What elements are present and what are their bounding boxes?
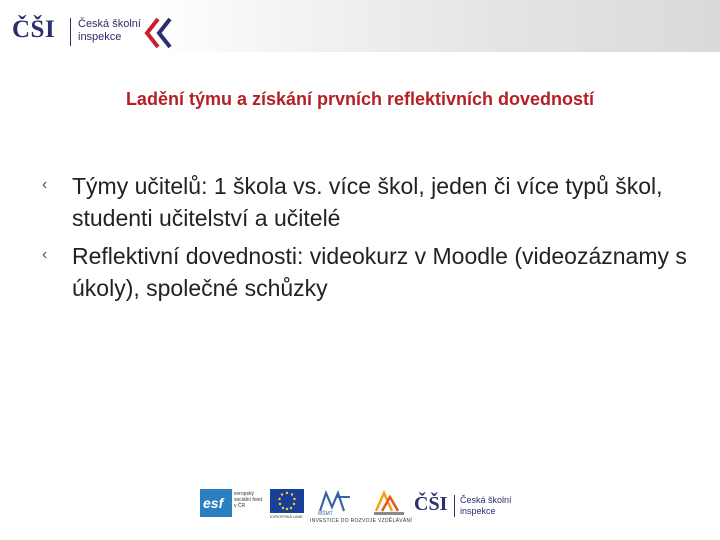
slide-title: Ladění týmu a získání prvních reflektivních dovedností	[125, 89, 595, 109]
logo-mark: ČŠI	[12, 16, 56, 43]
csi-small-text-line2: inspekce	[460, 506, 496, 516]
bullet-marker-icon: ‹	[42, 176, 48, 193]
csi-small-divider	[454, 495, 455, 517]
logo-text-line1: Česká školní	[78, 18, 141, 30]
bullet-marker-icon: ‹	[42, 246, 48, 263]
csi-logo	[12, 14, 172, 50]
logo-text	[78, 18, 141, 44]
bullet-list	[38, 170, 688, 310]
esf-text: evropský sociální fond v ČR	[234, 491, 263, 509]
esf-label: esf	[203, 495, 224, 511]
op-logo	[370, 489, 410, 517]
double-chevron-left-icon	[144, 16, 174, 50]
bullet-item	[38, 240, 688, 304]
bullet-item	[38, 170, 688, 234]
esf-logo	[200, 489, 232, 517]
logo-text-line2: inspekce	[78, 31, 122, 43]
csi-small-text-line1: Česká školní	[460, 495, 512, 505]
eu-text: EVROPSKÁ UNIE	[270, 514, 303, 519]
eu-flag-icon	[270, 489, 304, 513]
bullet-text: Týmy učitelů: 1 škola vs. více škol, jeden či více typů škol, studenti učitelství a učitelé	[72, 173, 663, 231]
logo-divider	[70, 18, 71, 46]
csi-small-mark: ČŠI	[414, 493, 448, 515]
footer-logos	[200, 487, 520, 527]
footer-caption: INVESTICE DO ROZVOJE VZDĚLÁVÁNÍ	[310, 518, 413, 524]
msmt-label: MŠMT	[318, 511, 333, 517]
msmt-logo	[316, 487, 356, 517]
csi-logo-small	[414, 493, 524, 521]
bullet-text: Reflektivní dovednosti: videokurz v Moodle (videozáznamy s úkoly), společné schůzky	[72, 243, 687, 301]
csi-small-text	[460, 495, 512, 517]
